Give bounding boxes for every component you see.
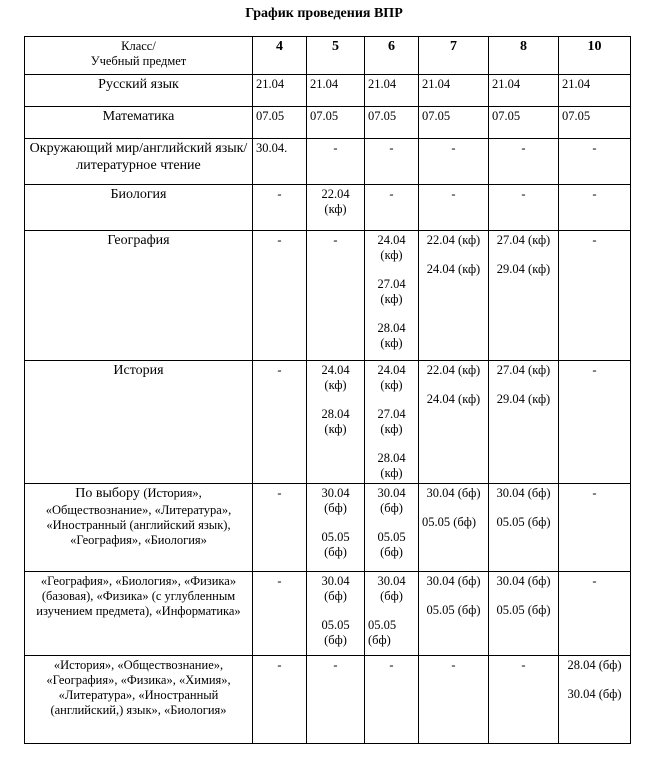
date-cell — [253, 107, 307, 139]
subject-cell — [25, 656, 253, 744]
date-cell — [365, 75, 419, 107]
date-cell — [559, 484, 631, 572]
date-cell — [559, 107, 631, 139]
table-row — [25, 656, 631, 744]
date-cell — [489, 361, 559, 484]
date-cell — [489, 185, 559, 231]
date-entry: 27.04 (кф) — [496, 363, 551, 377]
header-grade-6: 6 — [365, 37, 419, 75]
date-entry: 30.04 (бф) — [321, 574, 350, 603]
empty-marker: - — [521, 658, 526, 672]
header-grade-8: 8 — [489, 37, 559, 75]
subject-name: Математика — [102, 109, 175, 124]
date-entry: 07.05 — [562, 109, 591, 123]
table-row — [25, 484, 631, 572]
date-cell — [559, 75, 631, 107]
date-entry: 29.04 (кф) — [496, 392, 551, 406]
date-cell — [489, 107, 559, 139]
subject-cell — [25, 75, 253, 107]
empty-marker: - — [277, 486, 282, 500]
date-cell — [365, 107, 419, 139]
date-entry: 30.04. — [256, 141, 288, 155]
date-cell — [307, 572, 365, 656]
date-entry: 28.04 (бф) — [567, 658, 622, 672]
date-entry: 05.05 (бф) — [368, 618, 397, 647]
date-entry: 05.05 (бф) — [422, 515, 477, 529]
empty-marker: - — [451, 658, 456, 672]
date-cell — [365, 231, 419, 361]
date-cell — [559, 185, 631, 231]
date-cell — [253, 656, 307, 744]
empty-marker: - — [389, 187, 394, 201]
empty-marker: - — [521, 187, 526, 201]
date-cell — [559, 231, 631, 361]
date-entry: 29.04 (кф) — [496, 262, 551, 276]
date-cell — [365, 361, 419, 484]
date-cell — [419, 231, 489, 361]
date-entry: 21.04 — [422, 77, 451, 91]
date-cell — [307, 75, 365, 107]
date-cell — [365, 484, 419, 572]
schedule-table — [24, 36, 631, 744]
empty-marker: - — [389, 658, 394, 672]
date-cell — [365, 139, 419, 185]
date-entry: 30.04 (бф) — [321, 486, 350, 515]
date-cell — [419, 484, 489, 572]
date-entry: 24.04 (кф) — [377, 233, 406, 262]
table-row — [25, 572, 631, 656]
date-entry: 21.04 — [256, 77, 285, 91]
empty-marker: - — [389, 141, 394, 155]
date-cell — [307, 185, 365, 231]
date-entry: 27.04 (кф) — [377, 277, 406, 306]
date-entry: 21.04 — [368, 77, 397, 91]
date-cell — [307, 107, 365, 139]
empty-marker: - — [277, 187, 282, 201]
date-cell — [307, 231, 365, 361]
subject-name: «География», «Биология», «Физика» (базовая), «Физика» (с углубленным изучением предмета), «Информатика» — [36, 574, 241, 618]
subject-name: Русский язык — [98, 77, 179, 92]
date-cell — [419, 75, 489, 107]
date-entry: 28.04 (кф) — [321, 407, 350, 436]
date-cell — [253, 185, 307, 231]
date-cell — [365, 656, 419, 744]
empty-marker: - — [592, 187, 597, 201]
subject-name: Окружающий мир/английский язык/литературное чтение — [29, 141, 248, 173]
date-cell — [253, 484, 307, 572]
header-grade-5: 5 — [307, 37, 365, 75]
empty-marker: - — [521, 141, 526, 155]
date-entry: 24.04 (кф) — [426, 262, 481, 276]
date-entry: 22.04 (кф) — [321, 187, 350, 216]
date-entry: 24.04 (кф) — [377, 363, 406, 392]
header-grade-7: 7 — [419, 37, 489, 75]
date-entry: 22.04 (кф) — [426, 233, 481, 247]
date-entry: 24.04 (кф) — [426, 392, 481, 406]
date-cell — [489, 484, 559, 572]
date-entry: 05.05 (бф) — [496, 515, 551, 529]
date-cell — [419, 361, 489, 484]
date-entry: 21.04 — [562, 77, 591, 91]
empty-marker: - — [277, 658, 282, 672]
date-entry: 05.05 (бф) — [426, 603, 481, 617]
subject-cell — [25, 484, 253, 572]
table-row — [25, 361, 631, 484]
date-cell — [419, 107, 489, 139]
date-cell — [419, 185, 489, 231]
date-cell — [253, 572, 307, 656]
subject-cell — [25, 572, 253, 656]
date-cell — [559, 361, 631, 484]
date-cell — [253, 231, 307, 361]
table-row — [25, 185, 631, 231]
date-entry: 30.04 (бф) — [496, 574, 551, 588]
header-grade-10: 10 — [559, 37, 631, 75]
date-entry: 30.04 (бф) — [496, 486, 551, 500]
header-class-label: Класс/ — [121, 39, 156, 53]
date-entry: 07.05 — [368, 109, 397, 123]
date-entry: 05.05 (бф) — [321, 618, 350, 647]
date-entry: 30.04 (бф) — [567, 687, 622, 701]
date-cell — [489, 139, 559, 185]
empty-marker: - — [451, 187, 456, 201]
empty-marker: - — [333, 658, 338, 672]
empty-marker: - — [592, 233, 597, 247]
date-cell — [253, 361, 307, 484]
date-cell — [419, 572, 489, 656]
empty-marker: - — [277, 233, 282, 247]
date-cell — [365, 185, 419, 231]
subject-name: География — [107, 233, 170, 248]
date-entry: 28.04 (кф) — [377, 451, 406, 480]
subject-name: История — [113, 363, 164, 378]
date-entry: 22.04 (кф) — [426, 363, 481, 377]
date-cell — [419, 139, 489, 185]
date-entry: 30.04 (бф) — [377, 574, 406, 603]
date-entry: 30.04 (бф) — [377, 486, 406, 515]
empty-marker: - — [592, 141, 597, 155]
date-cell — [307, 139, 365, 185]
subject-cell — [25, 185, 253, 231]
date-cell — [253, 75, 307, 107]
date-cell — [419, 656, 489, 744]
date-cell — [307, 484, 365, 572]
date-cell — [559, 139, 631, 185]
date-cell — [489, 75, 559, 107]
table-row — [25, 75, 631, 107]
date-cell — [559, 656, 631, 744]
date-entry: 05.05 (бф) — [321, 530, 350, 559]
empty-marker: - — [277, 574, 282, 588]
subject-cell — [25, 139, 253, 185]
date-entry: 07.05 — [422, 109, 451, 123]
empty-marker: - — [592, 363, 597, 377]
table-row — [25, 231, 631, 361]
header-subject-cell — [25, 37, 253, 75]
empty-marker: - — [592, 574, 597, 588]
header-grade-4: 4 — [253, 37, 307, 75]
subject-cell — [25, 231, 253, 361]
date-entry: 27.04 (кф) — [377, 407, 406, 436]
date-entry: 30.04 (бф) — [426, 574, 481, 588]
empty-marker: - — [592, 486, 597, 500]
date-entry: 07.05 — [256, 109, 285, 123]
subject-lead: По выбору — [75, 486, 144, 501]
table-row — [25, 139, 631, 185]
date-entry: 21.04 — [310, 77, 339, 91]
subject-name: (История», «Обществознание», «Литература», «Иностранный (английский язык), «География», «Биология» — [45, 486, 232, 547]
date-cell — [559, 572, 631, 656]
page-title: График проведения ВПР — [245, 6, 403, 21]
date-entry: 05.05 (бф) — [377, 530, 406, 559]
empty-marker: - — [333, 233, 338, 247]
date-cell — [365, 572, 419, 656]
date-cell — [307, 656, 365, 744]
date-cell — [307, 361, 365, 484]
date-entry: 28.04 (кф) — [377, 321, 406, 350]
header-subject-label: Учебный предмет — [90, 54, 187, 68]
date-entry: 07.05 — [310, 109, 339, 123]
header-row — [25, 37, 631, 75]
date-cell — [253, 139, 307, 185]
date-entry: 30.04 (бф) — [426, 486, 481, 500]
subject-name: «История», «Обществознание», «География», «Физика», «Химия», «Литература», «Иностранный (английский,) язык», «Биология» — [46, 658, 231, 717]
subject-cell — [25, 361, 253, 484]
subject-cell — [25, 107, 253, 139]
empty-marker: - — [451, 141, 456, 155]
date-cell — [489, 572, 559, 656]
empty-marker: - — [277, 363, 282, 377]
empty-marker: - — [333, 141, 338, 155]
date-cell — [489, 231, 559, 361]
date-entry: 05.05 (бф) — [496, 603, 551, 617]
date-entry: 21.04 — [492, 77, 521, 91]
date-cell — [489, 656, 559, 744]
subject-name: Биология — [110, 187, 167, 202]
date-entry: 24.04 (кф) — [321, 363, 350, 392]
date-entry: 07.05 — [492, 109, 521, 123]
date-entry: 27.04 (кф) — [496, 233, 551, 247]
table-row — [25, 107, 631, 139]
